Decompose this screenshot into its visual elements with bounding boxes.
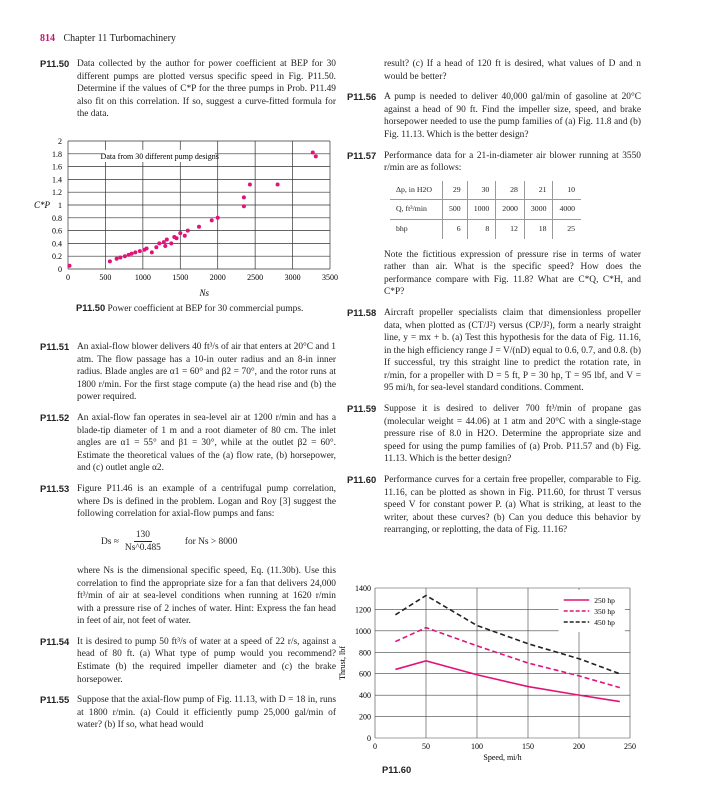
x-axis-label: Ns (199, 288, 209, 298)
y-tick-label: 400 (359, 691, 371, 701)
legend-label: 250 hp (594, 596, 615, 605)
left-column-lower (40, 341, 336, 740)
x-tick-label: 3500 (322, 273, 338, 282)
page-header (40, 33, 176, 44)
legend-label: 350 hp (594, 607, 615, 616)
table-cell: 3000 (524, 200, 553, 220)
y-tick-label: 1400 (355, 584, 371, 593)
data-point (163, 244, 167, 248)
y-tick-label: 2 (58, 137, 62, 146)
data-point (248, 183, 252, 187)
performance-table (390, 181, 581, 239)
table-cell: 28 (496, 181, 525, 200)
data-point (197, 225, 201, 229)
x-tick-label: 250 (624, 742, 636, 751)
legend-box (559, 590, 625, 632)
problem-text: Suppose it is desired to deliver 700 ft³/min of propane gas (molecular weight = 44.06) at 1 atm and 20°C with a single-stage pressure rise of 8.0 in H2O. Determine the appropriate size and speed for using the pump families of (a) Prob. P11.57 and (b) Fig. 11.13. Which is the better design? (384, 404, 641, 465)
data-point (175, 236, 179, 240)
problem-number: P11.54 (40, 635, 70, 647)
data-point (183, 234, 187, 238)
problem-text: Data collected by the author for power coefficient at BEP for 30 different pumps are plotted versus specific speed in Fig. P11.50. Determine if the values of C*P for the three pumps in Prob. P11.49 also fit on this correlation. If so, suggest a curve-fitted formula for the data. (77, 59, 336, 120)
right-column (347, 58, 641, 545)
y-tick-label: 600 (359, 669, 371, 679)
data-point (210, 218, 214, 222)
table-cell: 18 (524, 219, 553, 238)
figure-caption-text: Power coefficient at BEP for 30 commercial pumps. (107, 304, 304, 314)
figure-caption-p11-50 (76, 302, 316, 316)
page-number: 814 (40, 33, 55, 44)
table-cell: bhp (396, 223, 408, 233)
y-tick-label: 0 (367, 734, 371, 743)
x-tick-label: 50 (422, 742, 430, 751)
problem-number: P11.51 (40, 341, 70, 352)
x-tick-label: 1000 (134, 273, 151, 282)
x-axis-label: Speed, mi/h (483, 753, 522, 762)
y-tick-label: 0.6 (52, 226, 62, 236)
problem-text: A pump is needed to deliver 40,000 gal/min of gasoline at 20°C against a head of 90 ft. Find the impeller size, speed, and brake horsepower needed to use the pump families of (a) Fig. 11.8 and (b) Fig. 11.13. Which is the better design? (384, 92, 641, 140)
equation-denominator: Ns^0.485 (124, 543, 161, 554)
table-cell: 500 (443, 200, 468, 220)
y-tick-label: 1.2 (52, 188, 62, 198)
y-tick-label: 0.4 (52, 239, 62, 249)
data-point (150, 250, 154, 254)
data-point (154, 245, 158, 249)
y-tick-label: 1200 (355, 605, 371, 615)
table-cell: 29 (443, 181, 468, 200)
chapter-title: Chapter 11 Turbomachinery (63, 33, 176, 44)
table-cell: 1000 (467, 200, 496, 220)
problem-number: P11.56 (347, 91, 377, 103)
x-tick-label: 200 (573, 742, 585, 751)
problem-number: P11.57 (347, 149, 377, 161)
y-tick-label: 1.8 (52, 149, 62, 159)
data-point (157, 241, 161, 245)
problem-number: P11.58 (347, 306, 377, 318)
x-tick-label: 1500 (172, 273, 189, 282)
y-tick-label: 1 (58, 201, 62, 210)
data-point (145, 247, 149, 251)
table-cell: 30 (467, 181, 496, 200)
data-point (242, 195, 246, 199)
series-line (395, 628, 619, 688)
problem-p11-59 (347, 403, 641, 466)
data-point (123, 254, 127, 258)
data-point (169, 241, 173, 245)
problem-number: P11.59 (347, 403, 377, 415)
problem-text-continued: where Ns is the dimensional specific speed, Eq. (11.30b). Use this correlation to find the appropriate size for a fan that delivers 24,000 ft³/min of air at sea-level conditions when running at 1620 r/min with a pressure rise of 2 inches of water. Hint: Express the fan head in feet of air, not feet of water. (77, 565, 336, 627)
data-point (115, 257, 119, 261)
y-tick-label: 0.8 (52, 213, 62, 223)
problem-text: Performance data for a 21-in-diameter air blower running at 3550 r/min are as follows: (384, 150, 641, 174)
figure-p11-50-chart (28, 133, 338, 298)
y-axis-label: C*P (33, 200, 51, 210)
problem-number: P11.53 (40, 482, 70, 494)
table-cell: Δp, in H2O (396, 184, 432, 194)
x-tick-label: 2000 (209, 273, 226, 282)
data-point (165, 238, 169, 242)
y-tick-label: 1.6 (52, 162, 62, 172)
x-tick-label: 2500 (247, 273, 264, 282)
problem-p11-52 (40, 412, 336, 475)
x-tick-label: 500 (99, 273, 112, 282)
data-point (108, 259, 112, 263)
table-row (390, 200, 581, 220)
data-point (186, 229, 190, 233)
table-cell: 6 (443, 219, 468, 238)
problem-text: Suppose that the axial-flow pump of Fig. 11.13, with D = 18 in, runs at 1800 r/min. (a) Could it efficiently pump 25,000 gal/min of water? (b) If so, what head would (77, 695, 336, 731)
table-cell: Q, ft³/min (390, 200, 443, 220)
chart-title: Data from 30 different pump designs (100, 151, 219, 161)
table-cell: 8 (467, 219, 496, 238)
y-axis-label: Thrust, lbf (338, 646, 347, 680)
y-tick-label: 1.4 (52, 175, 62, 185)
series-line (395, 661, 619, 702)
problem-text-continued: Note the fictitious expression of pressure rise in terms of water rather than air. What is the specific speed? How does the performance compare with Fig. 11.8? What are C*Q, C*H, and C*P? (384, 249, 641, 298)
data-point (118, 255, 122, 259)
problem-p11-55 (40, 694, 336, 732)
table-row (390, 181, 581, 200)
problem-text: An axial-flow fan operates in sea-level air at 1200 r/min and has a blade-tip diameter of 1 m and a root diameter of 80 cm. The inlet angles are α1 = 55° and β1 = 30°, while at the outlet β2 = 60°. Estimate the theoretical values of the (a) flow rate, (b) horsepower, and (c) outlet angle α2. (77, 412, 336, 474)
legend-label: 450 hp (594, 618, 615, 627)
problem-p11-58 (347, 307, 641, 395)
y-tick-label: 800 (359, 648, 371, 658)
table-cell: 10 (553, 181, 581, 200)
figure-caption-label: P11.50 (76, 302, 106, 313)
problem-p11-51 (40, 341, 336, 404)
x-tick-label: 100 (471, 742, 483, 751)
data-point (67, 264, 71, 268)
table-cell: 25 (553, 219, 581, 238)
equation (101, 529, 336, 555)
y-tick-label: 200 (359, 712, 371, 722)
problem-number: P11.60 (347, 474, 377, 486)
table-cell: 2000 (496, 200, 525, 220)
problem-text: An axial-flow blower delivers 40 ft³/s of air that enters at 20°C and 1 atm. The flow passage has a 10-in outer radius and an 8-in inner radius. Blade angles are α1 = 60° and β2 = 70°, and the rotor runs at 1800 r/min. For the first stage compute (a) the head rise and (b) the power required. (77, 342, 336, 403)
problem-text: Figure P11.46 is an example of a centrifugal pump correlation, where Ds is defined in the problem. Logan and Roy [3] suggest the following correlation for axial-flow pumps and fans: (77, 483, 336, 520)
problem-text: Performance curves for a certain free propeller, comparable to Fig. 11.16, can be plotted as shown in Fig. P11.60, for thrust T versus speed V for constant power P. (a) What is striking, at least to the writer, about these curves? (b) Can you deduce this behavior by rearranging, or replotting, the data of Fig. 11.16? (384, 475, 641, 536)
figure-label-p11-60: P11.60 (382, 764, 412, 775)
x-tick-label: 3000 (284, 273, 301, 282)
data-point (178, 231, 182, 235)
problem-text: It is desired to pump 50 ft³/s of water at a speed of 22 r/s, against a head of 80 ft. (a) What type of pump would you recommend? Estimate (b) the required impeller diameter and (c) the brake horsepower. (77, 636, 336, 685)
problem-number: P11.52 (40, 411, 70, 423)
data-point (216, 216, 220, 220)
x-tick-label: 0 (66, 273, 70, 282)
problem-number: P11.50 (40, 58, 70, 69)
problem-text: Aircraft propeller specialists claim that dimensionless propeller data, when plotted as (CT/J²) versus (CP/J²), form a nearly straight line, y = mx + b. (a) Test this hypothesis for the data of Fig. 11.16, in the high efficiency range J = V/(nD) equal to 0.6, 0.7, and 0.8. (b) If successful, try this straight line to predict the rotation rate, in r/min, for a propeller with D = 5 ft, P = 30 hp, T = 95 lbf, and V = 95 mi/h, for sea-level standard conditions. Comment. (384, 307, 641, 394)
table-cell: 21 (524, 181, 553, 200)
equation-lhs: Ds ≈ (101, 536, 119, 547)
y-tick-label: 1000 (355, 626, 371, 636)
left-column (40, 58, 336, 129)
problem-p11-50 (40, 58, 336, 121)
problem-number: P11.55 (40, 694, 70, 706)
table-row (390, 219, 581, 238)
problem-p11-54 (40, 636, 336, 686)
figure-p11-60-chart (335, 580, 647, 762)
data-point (276, 183, 280, 187)
problem-p11-53 (40, 483, 336, 628)
x-tick-label: 150 (522, 742, 534, 751)
data-point (242, 204, 246, 208)
equation-numerator: 130 (134, 529, 152, 543)
y-tick-label: 0.2 (52, 252, 62, 262)
data-point (130, 252, 134, 256)
table-cell: 12 (496, 219, 525, 238)
data-point (311, 151, 315, 155)
y-tick-label: 0 (58, 265, 62, 274)
problem-continuation: result? (c) If a head of 120 ft is desired, what values of D and n would be better? (384, 59, 641, 82)
equation-condition: for Ns > 8000 (184, 536, 238, 547)
problem-p11-56 (347, 91, 641, 141)
problem-p11-60 (347, 474, 641, 537)
problem-p11-57 (347, 150, 641, 299)
data-point (314, 154, 318, 158)
data-point (133, 250, 137, 254)
data-point (138, 249, 142, 253)
table-cell: 4000 (553, 200, 581, 220)
x-tick-label: 0 (373, 742, 377, 751)
